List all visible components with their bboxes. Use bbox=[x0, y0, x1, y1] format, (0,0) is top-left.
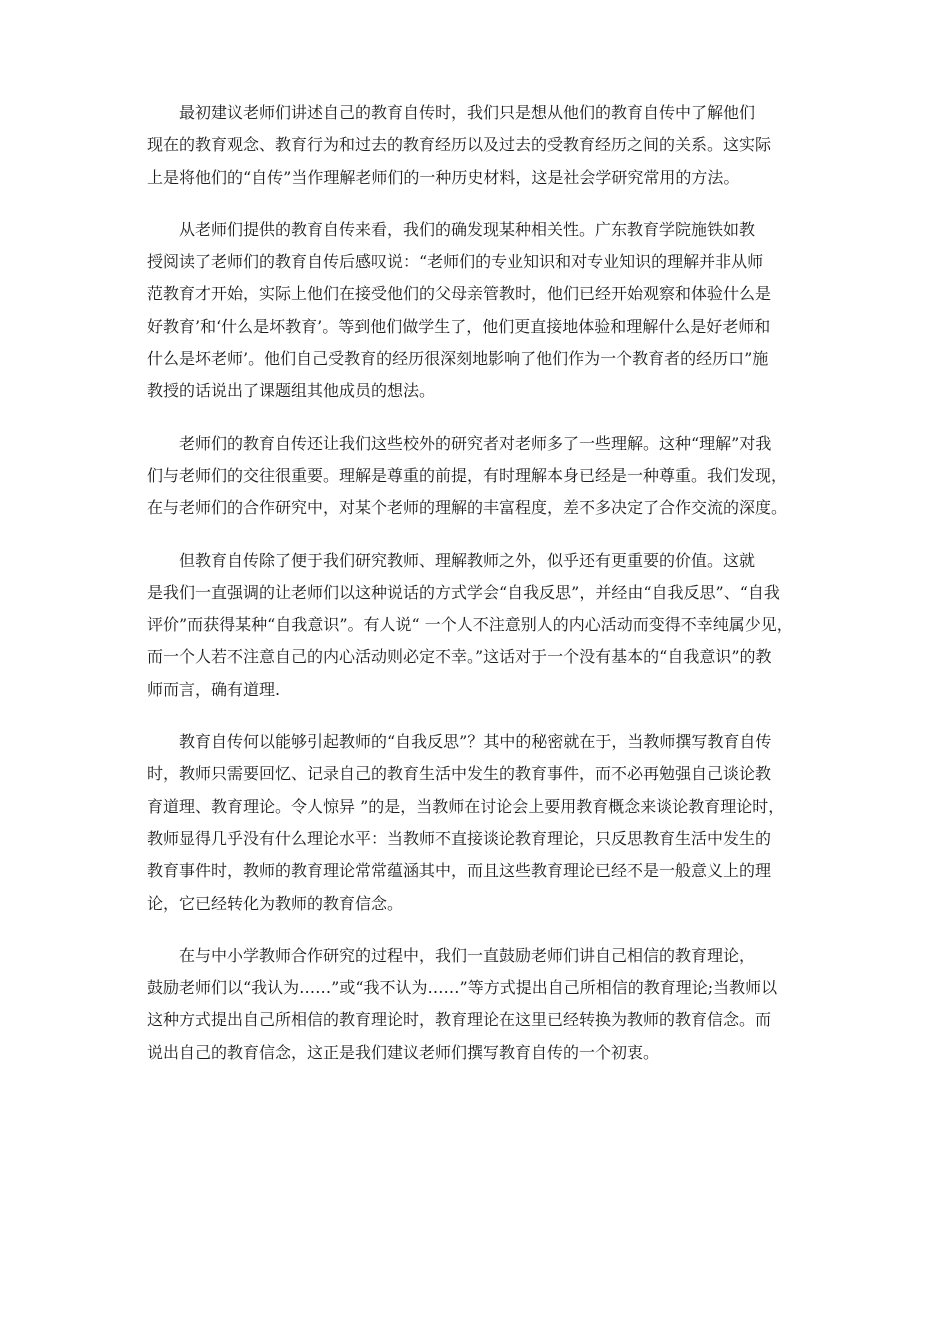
text-line: 时，教师只需要回忆、记录自己的教育生活中发生的教育事件，而不必再勉强自己谈论教 bbox=[147, 764, 772, 784]
text-line: 上是将他们的“自传”当作理解老师们的一种历史材料，这是社会学研究常用的方法。 bbox=[147, 167, 740, 187]
text-line: 在与老师们的合作研究中，对某个老师的理解的丰富程度，差不多决定了合作交流的深度。 bbox=[147, 498, 788, 518]
text-line: 最初建议老师们讲述自己的教育自传时，我们只是想从他们的教育自传中了解他们 bbox=[147, 103, 756, 122]
text-line: 教育事件时，教师的教育理论常常蕴涵其中，而且这些教育理论已经不是一般意义上的理 bbox=[147, 861, 772, 881]
text-line: 好教育’和‘什么是坏教育’。等到他们做学生了，他们更直接地体验和理解什么是好老师和 bbox=[147, 316, 771, 336]
paragraph bbox=[147, 940, 817, 1069]
text-line: 鼓励老师们以“我认为……”或“我不认为……”等方式提出自己所相信的教育理论;当教师以 bbox=[147, 978, 778, 998]
text-line: 师而言，确有道理. bbox=[147, 679, 281, 699]
text-line: 范教育才开始，实际上他们在接受他们的父母亲管教时，他们已经开始观察和体验什么是 bbox=[147, 284, 772, 304]
text-line: 但教育自传除了便于我们研究教师、理解教师之外，似乎还有更重要的价值。这就 bbox=[147, 550, 756, 570]
text-line: 这种方式提出自己所相信的教育理论时，教育理论在这里已经转换为教师的教育信念。而 bbox=[147, 1010, 772, 1030]
document-body bbox=[147, 97, 817, 1089]
text-line: 育道理、教育理论。令人惊异 ”的是，当教师在讨论会上要用教育概念来谈论教育理论时， bbox=[147, 796, 785, 816]
paragraph bbox=[147, 428, 817, 525]
paragraph bbox=[147, 214, 817, 408]
text-line: 说出自己的教育信念，这正是我们建议老师们撰写教育自传的一个初衷。 bbox=[147, 1042, 660, 1062]
text-line: 授阅读了老师们的教育自传后感叹说：“老师们的专业知识和对专业知识的理解并非从师 bbox=[147, 252, 764, 272]
text-line: 老师们的教育自传还让我们这些校外的研究者对老师多了一些理解。这种“理解”对我 bbox=[147, 433, 772, 453]
text-line: 论，它已经转化为教师的教育信念。 bbox=[147, 893, 404, 913]
text-line: 们与老师们的交往很重要。理解是尊重的前提，有时理解本身已经是一种尊重。我们发现， bbox=[147, 465, 788, 485]
text-line: 教师显得几乎没有什么理论水平：当教师不直接谈论教育理论，只反思教育生活中发生的 bbox=[147, 828, 772, 848]
text-line: 是我们一直强调的让老师们以这种说话的方式学会“自我反思”，并经由“自我反思”、“自我 bbox=[147, 582, 780, 602]
text-line: 现在的教育观念、教育行为和过去的教育经历以及过去的受教育经历之间的关系。这实际 bbox=[147, 135, 772, 155]
text-line: 在与中小学教师合作研究的过程中，我们一直鼓励老师们讲自己相信的教育理论， bbox=[147, 945, 756, 965]
text-line: 教育自传何以能够引起教师的“自我反思”？其中的秘密就在于，当教师撰写教育自传 bbox=[147, 732, 772, 752]
paragraph bbox=[147, 726, 817, 920]
text-line: 从老师们提供的教育自传来看，我们的确发现某种相关性。广东教育学院施铁如教 bbox=[147, 219, 756, 239]
paragraph bbox=[147, 545, 817, 706]
text-line: 什么是坏老师’。他们自己受教育的经历很深刻地影响了他们作为一个教育者的经历口”施 bbox=[147, 349, 769, 369]
text-line: 教授的话说出了课题组其他成员的想法。 bbox=[147, 381, 436, 401]
text-line: 评价”而获得某种“自我意识”。有人说“ 一个人不注意别人的内心活动而变得不幸纯属少见， bbox=[147, 615, 793, 635]
paragraph bbox=[147, 97, 817, 194]
text-line: 而一个人若不注意自己的内心活动则必定不幸。”这话对于一个没有基本的“自我意识”的教 bbox=[147, 647, 772, 667]
